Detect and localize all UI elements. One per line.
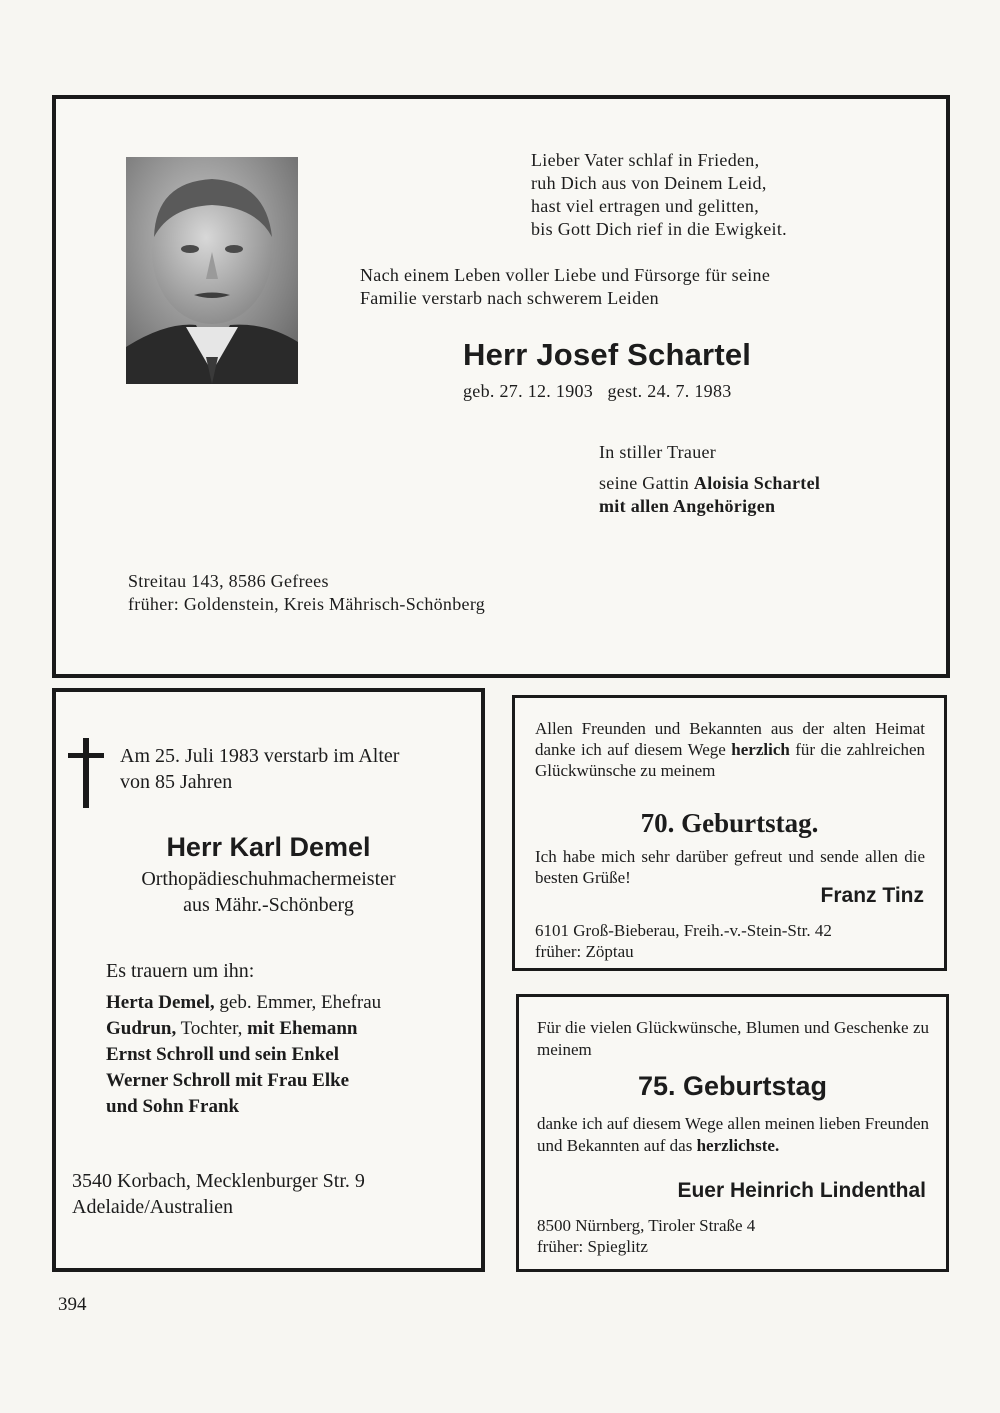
- poem-line: bis Gott Dich rief in die Ewigkeit.: [531, 219, 787, 239]
- page-number: 394: [58, 1294, 87, 1315]
- obituary-demel: [52, 688, 485, 1272]
- occasion-heading: 75. Geburtstag: [637, 1071, 828, 1101]
- intro-line: Familie verstarb nach schwerem Leiden: [360, 288, 659, 308]
- portrait-photo: [126, 157, 298, 384]
- thanks-text: für die zahlreichen Glückwünsche zu meinem: [535, 740, 926, 780]
- thanks-text: Allen Freunden und Bekannten aus der alten Heimat danke ich auf diesem Wege: [535, 719, 925, 759]
- address-line: 6101 Groß-Bieberau, Freih.-v.-Stein-Str. 42: [535, 921, 832, 940]
- thanks-lindenthal: [516, 994, 949, 1272]
- mourner-name: Herta Demel,: [106, 992, 215, 1013]
- poem-line: ruh Dich aus von Deinem Leid,: [531, 173, 767, 193]
- thanks-paragraph: Für die vielen Glückwünsche, Blumen und Geschenke zu meinem: [537, 1018, 929, 1059]
- thanks-paragraph: [535, 718, 925, 781]
- address: [535, 920, 832, 962]
- profession-line: aus Mähr.-Schönberg: [183, 894, 354, 916]
- spouse-name: Aloisia Schartel: [693, 473, 821, 493]
- address-line: früher: Spieglitz: [537, 1237, 648, 1256]
- address: [537, 1215, 755, 1257]
- mourner-detail: mit Ehemann: [247, 1018, 358, 1039]
- intro-line: von 85 Jahren: [120, 771, 233, 793]
- mourner-line: [106, 1016, 381, 1042]
- thanks-emphasis: herzlichste.: [696, 1136, 780, 1155]
- thanks-text: danke ich auf diesem Wege allen meinen lieben Freunden und Bekannten auf das: [537, 1114, 930, 1155]
- mourners-list: [106, 990, 381, 1120]
- cross-icon: [68, 738, 104, 808]
- deceased-name: Herr Karl Demel: [166, 832, 371, 862]
- address-line: Streitau 143, 8586 Gefrees: [128, 571, 329, 591]
- poem-line: hast viel ertragen und gelitten,: [531, 196, 760, 216]
- poem-line: Lieber Vater schlaf in Frieden,: [531, 150, 760, 170]
- thanks-paragraph: [537, 1113, 929, 1157]
- profession: [56, 866, 481, 918]
- thanks-tinz: [512, 695, 947, 971]
- address-line: 3540 Korbach, Mecklenburger Str. 9: [72, 1170, 365, 1192]
- mourner-detail: geb. Emmer, Ehefrau: [214, 992, 382, 1013]
- obituary-schartel: [52, 95, 950, 678]
- signature: Euer Heinrich Lindenthal: [677, 1179, 926, 1202]
- mourners-heading: Es trauern um ihn:: [106, 960, 255, 982]
- mourner-line: Werner Schroll mit Frau Elke: [106, 1070, 350, 1091]
- profession-line: Orthopädieschuhmachermeister: [141, 868, 396, 890]
- intro-text: [360, 264, 770, 310]
- intro-line: Nach einem Leben voller Liebe und Fürsorge für seine: [360, 265, 771, 285]
- mourner-detail: Tochter,: [176, 1018, 248, 1039]
- mourner-name: Gudrun,: [106, 1018, 177, 1039]
- address-line: früher: Zöptau: [535, 942, 634, 961]
- life-dates: geb. 27. 12. 1903 gest. 24. 7. 1983: [463, 381, 732, 401]
- thanks-paragraph: Ich habe mich sehr darüber gefreut und sende allen die besten Grüße!: [535, 847, 925, 887]
- poem: [531, 149, 787, 241]
- address: [128, 570, 485, 616]
- occasion-heading: 70. Geburtstag.: [640, 808, 819, 838]
- address-line: früher: Goldenstein, Kreis Mährisch-Schönberg: [128, 594, 486, 614]
- address-line: Adelaide/Australien: [72, 1196, 234, 1218]
- address-line: 8500 Nürnberg, Tiroler Straße 4: [537, 1216, 756, 1235]
- address: [72, 1168, 365, 1220]
- mourner-line: [599, 472, 820, 495]
- thanks-emphasis: herzlich: [731, 740, 790, 759]
- mourner-line: und Sohn Frank: [106, 1096, 240, 1117]
- mourner-line: [106, 990, 381, 1016]
- spouse-prefix: seine Gattin: [599, 473, 690, 493]
- signature: Franz Tinz: [820, 884, 924, 907]
- mourner-line: Ernst Schroll und sein Enkel: [106, 1044, 340, 1065]
- mourning-heading: In stiller Trauer: [599, 442, 717, 462]
- mourners-block: [599, 441, 820, 518]
- intro-text: [120, 743, 399, 795]
- intro-line: Am 25. Juli 1983 verstarb im Alter: [120, 745, 400, 767]
- relatives-line: mit allen Angehörigen: [599, 496, 776, 516]
- deceased-name: Herr Josef Schartel: [463, 337, 752, 372]
